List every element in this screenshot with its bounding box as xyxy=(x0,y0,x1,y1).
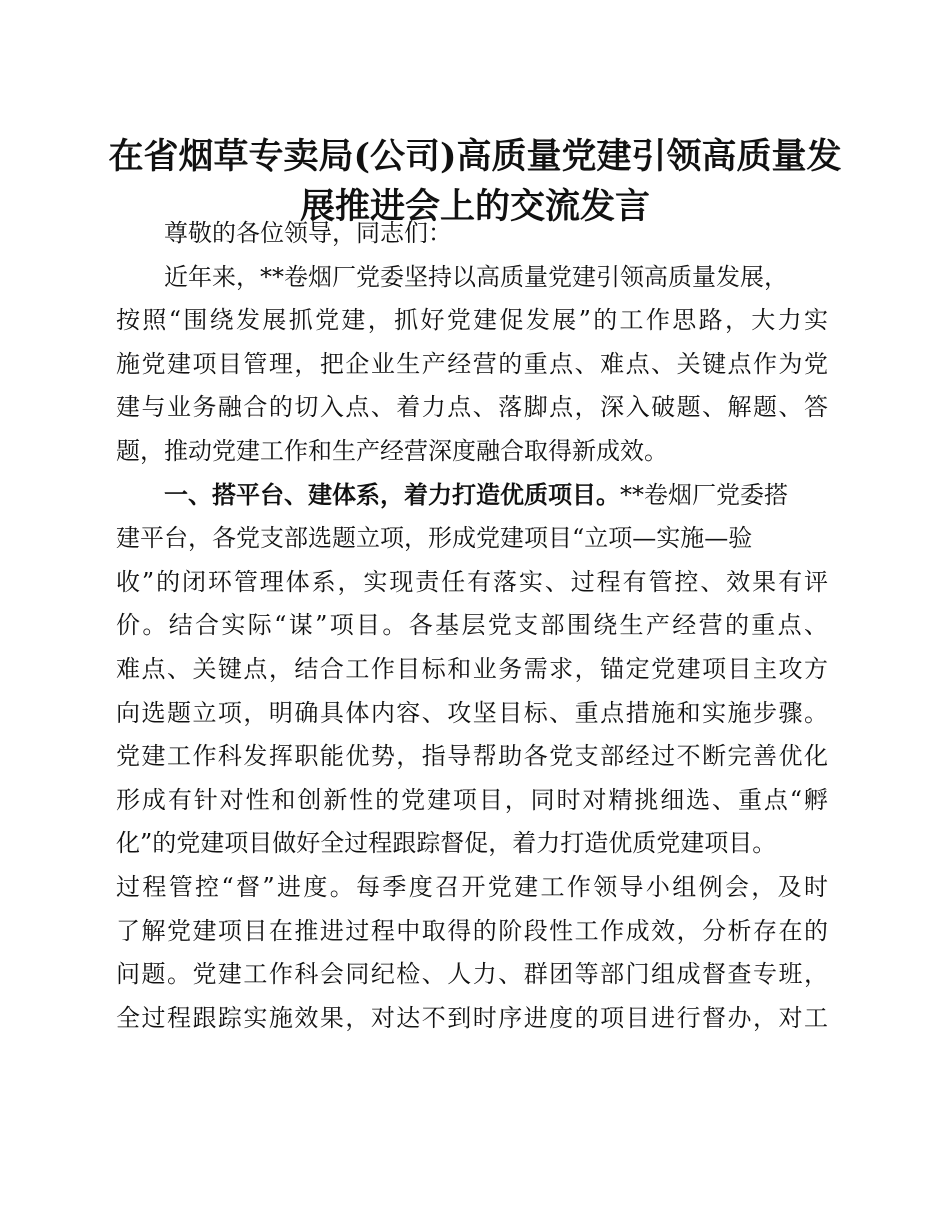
section-1-line: 过程管控“督”进度。每季度召开党建工作领导小组例会，及时 xyxy=(116,872,828,901)
paragraph-1-line: 近年来，**卷烟厂党委坚持以高质量党建引领高质量发展， xyxy=(164,262,788,291)
section-1-line: 化”的党建项目做好全过程跟踪督促，着力打造优质党建项目。 xyxy=(116,829,777,858)
section-1-line: 问题。党建工作科会同纪检、人力、群团等部门组成督查专班， xyxy=(116,960,828,989)
section-1-line: 形成有针对性和创新性的党建项目，同时对精挑细选、重点“孵 xyxy=(116,785,828,814)
paragraph-1-line: 按照“围绕发展抓党建，抓好党建促发展”的工作思路，大力实 xyxy=(116,306,828,335)
section-1-line: 价。结合实际“谋”项目。各基层党支部围绕生产经营的重点、 xyxy=(116,611,828,640)
paragraph-1-line: 题，推动党建工作和生产经营深度融合取得新成效。 xyxy=(116,436,668,465)
section-1-first-line xyxy=(116,474,828,518)
section-1-line: 了解党建项目在推进过程中取得的阶段性工作成效，分析存在的 xyxy=(116,916,828,945)
section-1-line: 党建工作科发挥职能优势，指导帮助各党支部经过不断完善优化 xyxy=(116,742,828,771)
section-1-line: 难点、关键点，结合工作目标和业务需求，锚定党建项目主攻方 xyxy=(116,654,828,683)
salutation: 尊敬的各位领导，同志们： xyxy=(164,219,452,247)
section-1-line: 建平台，各党支部选题立项，形成党建项目“立项—实施—验 xyxy=(116,524,753,553)
document-body xyxy=(116,212,828,1040)
section-1-line: 向选题立项，明确具体内容、攻坚目标、重点措施和实施步骤。 xyxy=(116,698,828,727)
title-line: 展推进会上的交流发言 xyxy=(299,186,650,227)
paragraph-1-line: 施党建项目管理，把企业生产经营的重点、难点、关键点作为党 xyxy=(116,349,828,378)
section-1-line: 全过程跟踪实施效果，对达不到时序进度的项目进行督办，对工 xyxy=(116,1003,828,1032)
section-1-first-line-rest: **卷烟厂党委搭 xyxy=(620,480,788,509)
section-1-line: 收”的闭环管理体系，实现责任有落实、过程有管控、效果有评 xyxy=(116,567,828,596)
title-line: 在省烟草专卖局(公司)高质量党建引领高质量发 xyxy=(108,136,842,177)
section-1-heading: 一、搭平台、建体系，着力打造优质项目。 xyxy=(164,480,620,509)
paragraph-1-line: 建与业务融合的切入点、着力点、落脚点，深入破题、解题、答 xyxy=(116,393,828,422)
